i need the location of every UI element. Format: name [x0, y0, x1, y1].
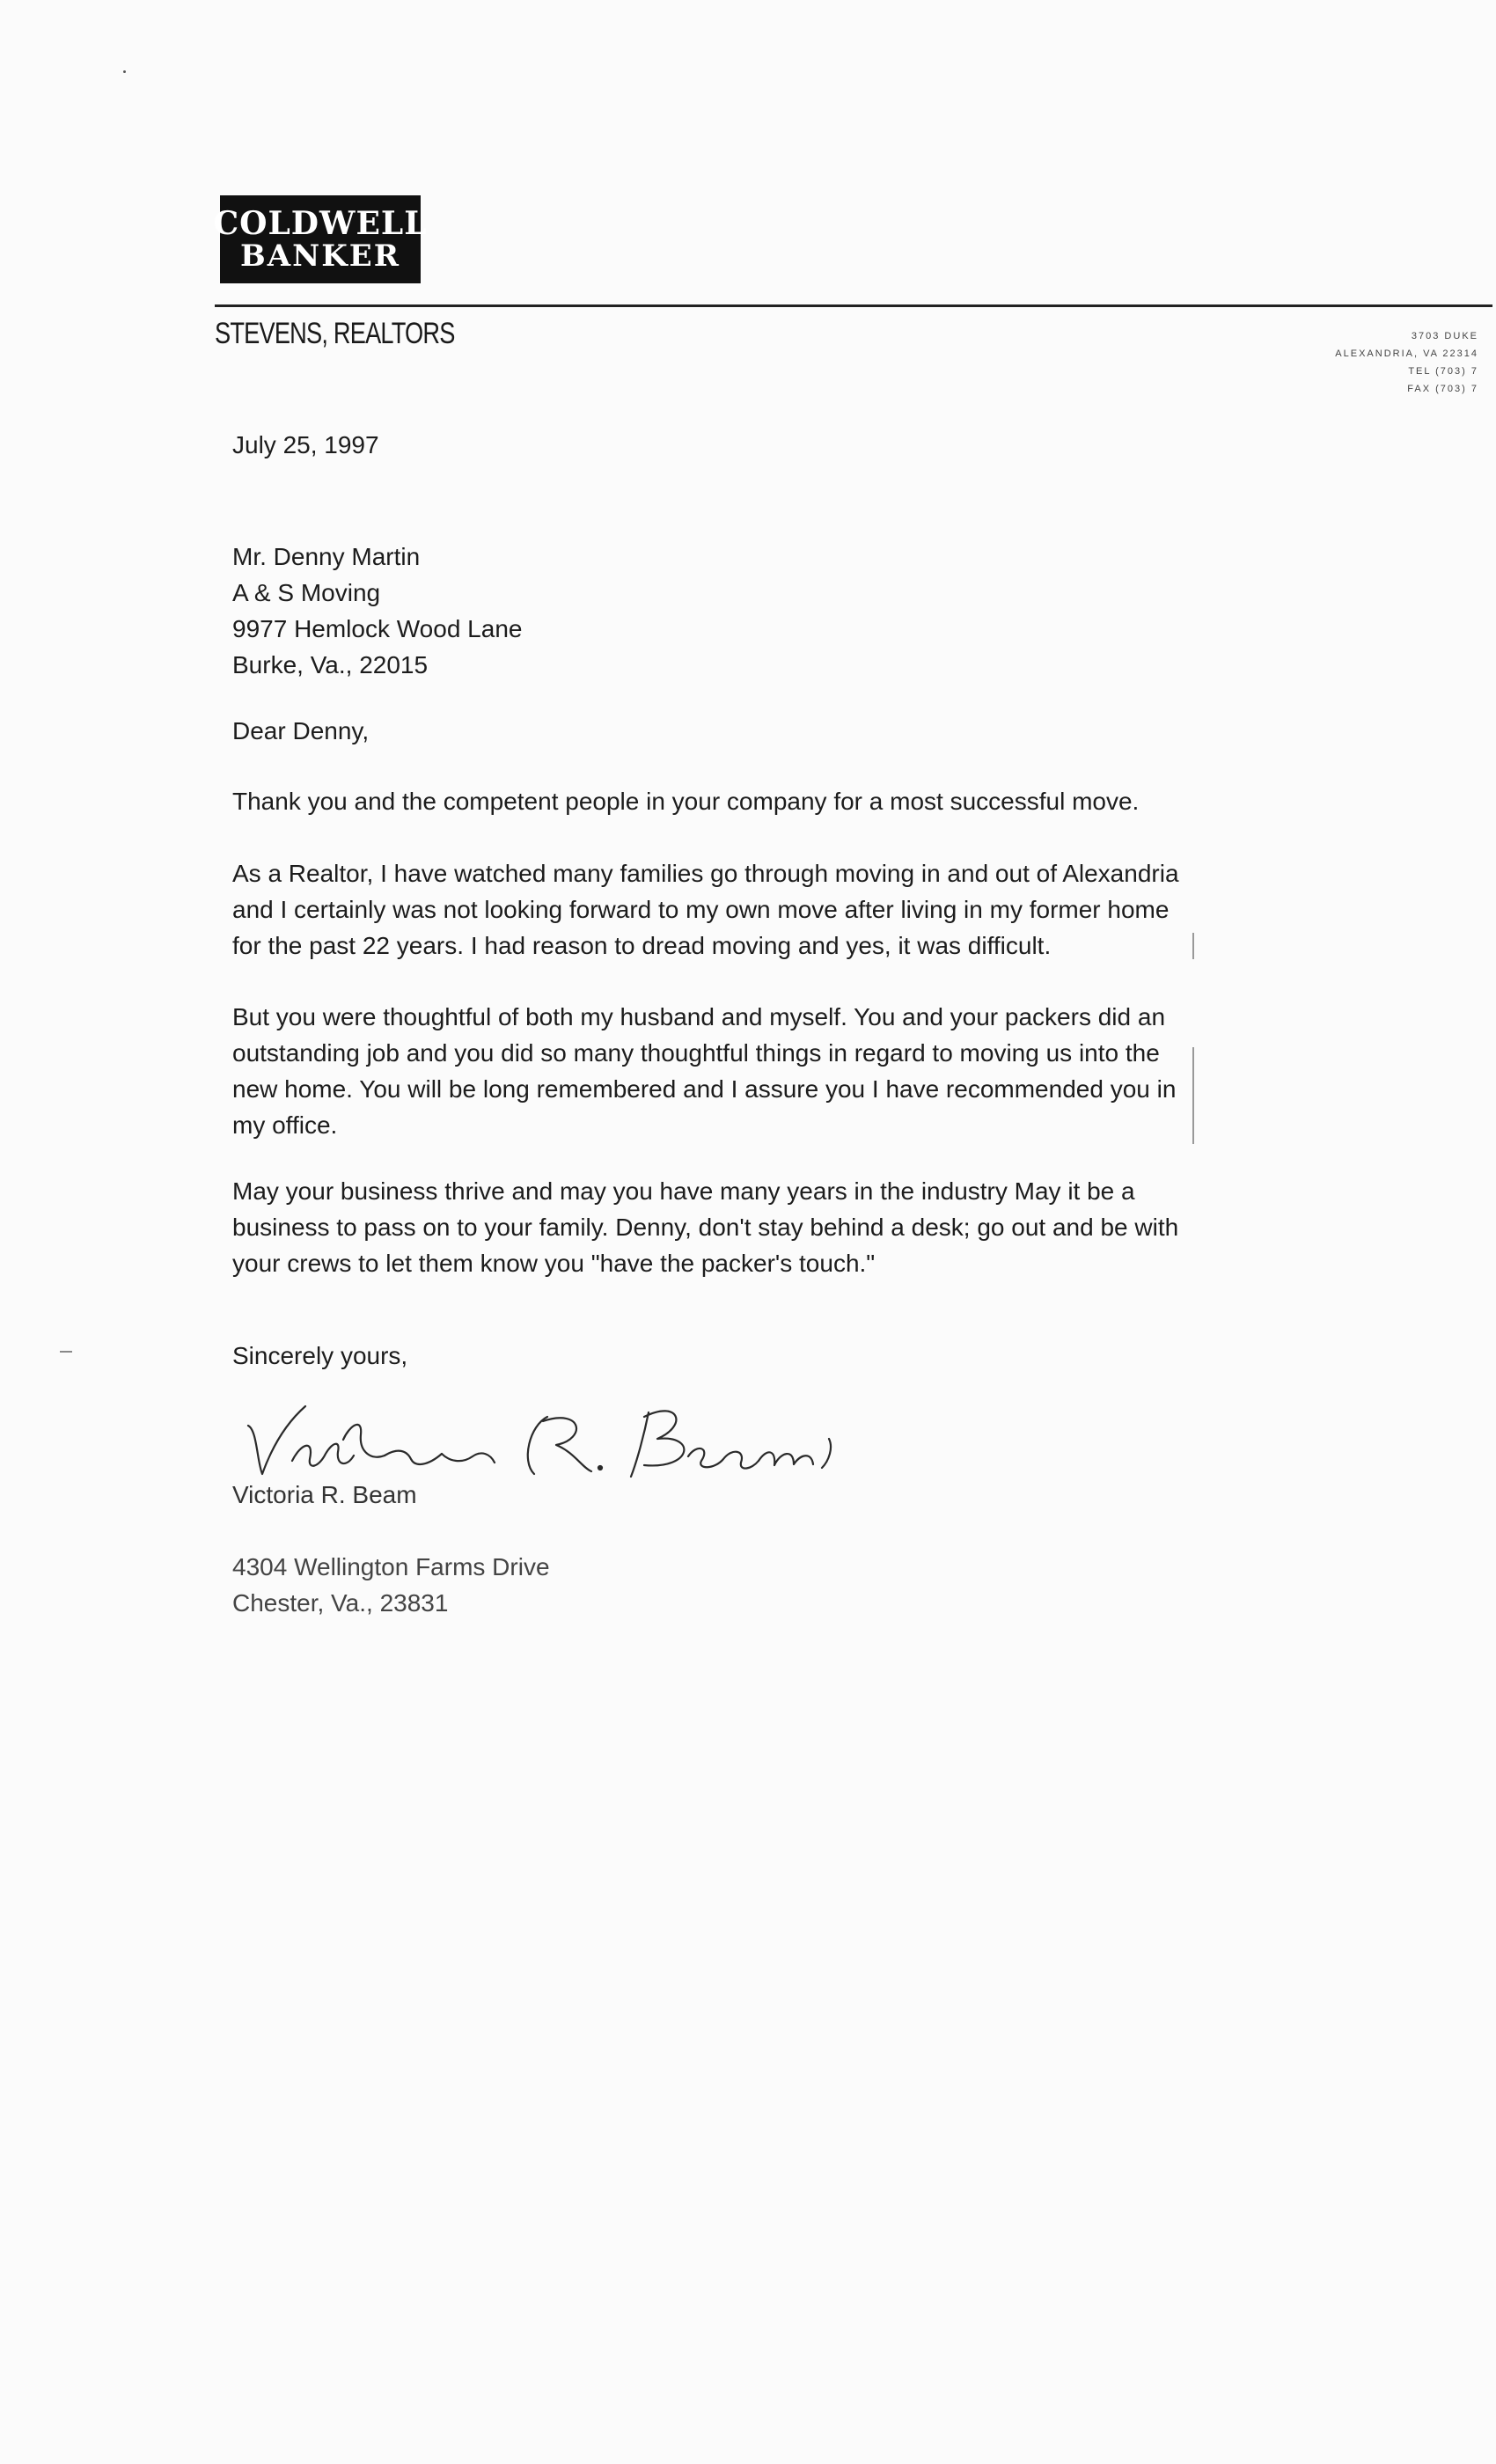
recipient-address [232, 539, 522, 683]
paragraph-line: But you were thoughtful of both my husband and myself. You and your packers did an [232, 1003, 1166, 1030]
salutation: Dear Denny, [232, 717, 370, 744]
paragraph-line: and I certainly was not looking forward to my own move after living in my former home [232, 896, 1170, 923]
body-paragraph-3 [232, 999, 1376, 1143]
paragraph-line: outstanding job and you did so many thoughtful things in regard to moving us into the [232, 1039, 1160, 1067]
recipient-line: Mr. Denny Martin [232, 543, 421, 570]
office-address [1267, 327, 1478, 398]
sender-address-line: 4304 Wellington Farms Drive [232, 1553, 550, 1580]
coldwell-banker-logo [213, 195, 428, 283]
paragraph-line: May your business thrive and may you have many years in the industry May it be a [232, 1177, 1135, 1205]
logo-line-1: COLDWELL [213, 205, 428, 242]
scan-speck [123, 70, 126, 73]
body-paragraph-2 [232, 855, 1376, 964]
sender-address [232, 1549, 550, 1621]
scan-mark [1192, 933, 1194, 959]
recipient-line: Burke, Va., 22015 [232, 651, 429, 678]
paragraph-line: Thank you and the competent people in your company for a most successful move. [232, 788, 1140, 815]
letterhead-divider [215, 304, 1492, 307]
handwritten-signature [231, 1390, 864, 1487]
recipient-line: 9977 Hemlock Wood Lane [232, 615, 523, 642]
paragraph-line: your crews to let them know you "have the packer's touch." [232, 1250, 876, 1277]
office-address-line: TEL (703) 7 [1408, 366, 1478, 377]
recipient-line: A & S Moving [232, 579, 381, 606]
body-paragraph-1 [232, 783, 1376, 819]
office-address-line: FAX (703) 7 [1407, 384, 1478, 394]
office-address-line: ALEXANDRIA, VA 22314 [1335, 348, 1478, 359]
paragraph-line: for the past 22 years. I had reason to dread moving and yes, it was difficult. [232, 932, 1052, 959]
paragraph-line: business to pass on to your family. Denny, don't stay behind a desk; go out and be with [232, 1214, 1179, 1241]
paragraph-line: my office. [232, 1111, 338, 1139]
sender-address-line: Chester, Va., 23831 [232, 1589, 449, 1617]
body-paragraph-4 [232, 1173, 1376, 1281]
scan-speck [60, 1351, 72, 1353]
paragraph-line: new home. You will be long remembered and I assure you I have recommended you in [232, 1075, 1177, 1103]
signer-name: Victoria R. Beam [232, 1481, 417, 1508]
firm-name: STEVENS, REALTORS [215, 317, 455, 350]
office-address-line: 3703 DUKE [1411, 331, 1478, 341]
scan-mark [1192, 1047, 1194, 1144]
logo-line-2: BANKER [240, 238, 400, 274]
closing: Sincerely yours, [232, 1342, 408, 1369]
letter-date: July 25, 1997 [232, 431, 379, 458]
paragraph-line: As a Realtor, I have watched many families go through moving in and out of Alexandria [232, 860, 1179, 887]
